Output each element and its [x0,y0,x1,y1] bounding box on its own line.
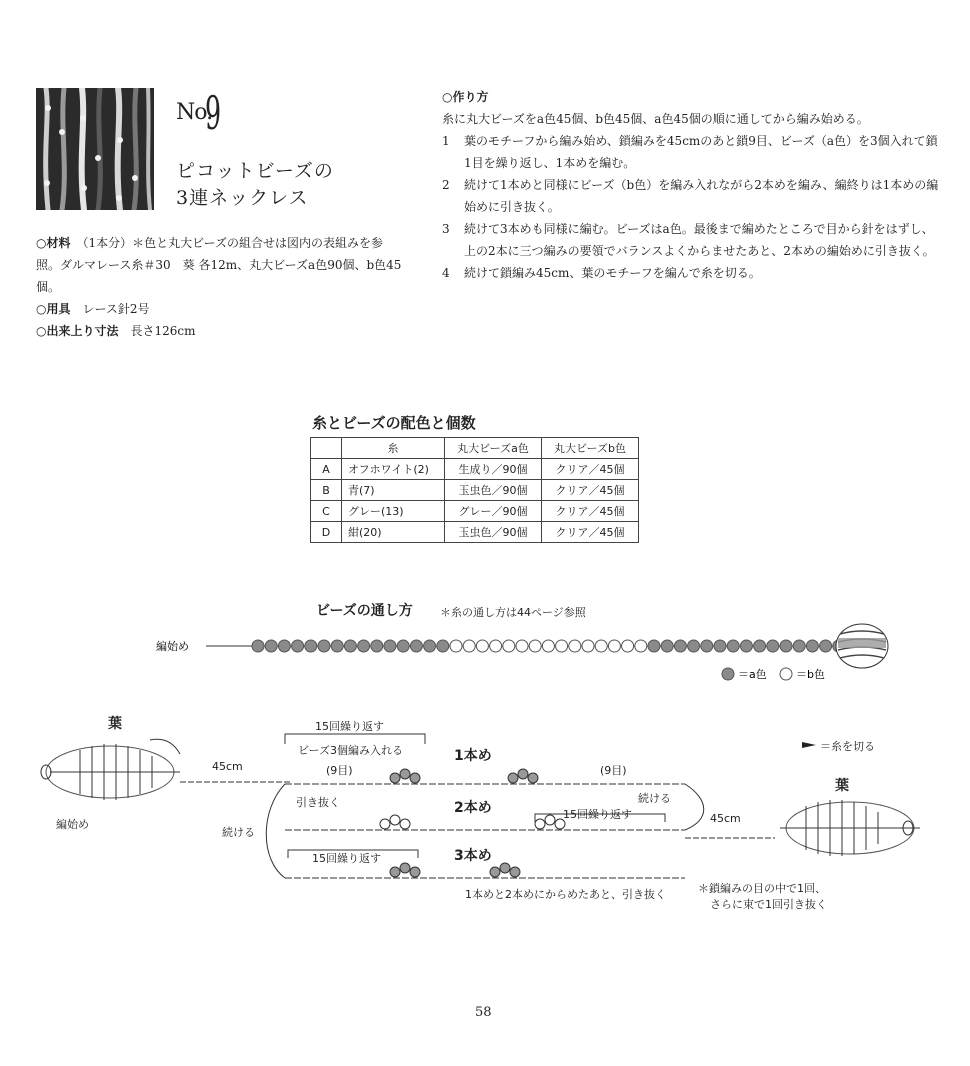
bead [384,640,396,652]
bead [476,640,488,652]
table-row [311,459,639,480]
legend-b-swatch [780,668,792,680]
step-text: 葉のモチーフから編み始め、鎖編みを45cmのあと鎖9目、ビーズ（a色）を3個入れて鎖1目を繰り返し、1本めを編む。 [464,134,938,170]
table-cell: 玉虫色／90個 [445,480,542,501]
table-header-cell: 丸大ビーズb色 [542,438,639,459]
bead [780,640,792,652]
table-header-row [311,438,639,459]
table-header-cell [311,438,342,459]
bead [793,640,805,652]
bead [292,640,304,652]
bead [661,640,673,652]
necklace-photo [36,88,154,210]
bead [318,640,330,652]
instruction-step [442,174,942,218]
materials-label: ○材料 [36,236,71,250]
length-right: 45cm [710,812,741,825]
size-label: ○出来上り寸法 [36,324,119,338]
chart-start-label: 編始め [56,818,89,831]
bead [397,640,409,652]
table-cell: D [311,522,342,543]
continue-left-label: 続ける [222,826,255,839]
bead [358,640,370,652]
bead [331,640,343,652]
number-label: No. [176,100,213,125]
beads-3-label: ビーズ3個編み入れる [298,744,404,757]
legend-b-label: ＝b色 [796,668,825,681]
bead [569,640,581,652]
bead [582,640,594,652]
bead [754,640,766,652]
bead [265,640,277,652]
table-cell: 青(7) [342,480,445,501]
table-cell: クリア／45個 [542,501,639,522]
instruction-step [442,130,942,174]
bead [252,640,264,652]
legend-a-label: ＝a色 [738,668,767,681]
table-cell: B [311,480,342,501]
nine-stitches-1: (9目) [326,764,353,777]
step-text: 続けて1本めと同様にビーズ（b色）を編み入れながら2本めを編み、編終りは1本めの編始めに引き抜く。 [464,178,939,214]
bead [595,640,607,652]
bead [714,640,726,652]
table-header-cell: 糸 [342,438,445,459]
bead-diagram-note: ＊糸の通し方は44ページ参照 [440,606,586,619]
table-row [311,480,639,501]
chain-note-2: さらに束で1回引き抜く [710,898,827,911]
bead [767,640,779,652]
row-3-label: 3本め [454,848,492,864]
bead [490,640,502,652]
table-cell: グレー(13) [342,501,445,522]
step-number: 2 [442,178,450,192]
cut-thread-icon [802,742,816,748]
instructions-intro: 糸に丸大ビーズをa色45個、b色45個、a色45個の順に通してから編み始める。 [442,112,869,126]
bead [556,640,568,652]
bead [674,640,686,652]
yarn-ball-icon [836,624,888,668]
bead [529,640,541,652]
leaf-label-right: 葉 [835,778,849,794]
step-number: 4 [442,266,450,280]
nine-stitches-2: (9目) [600,764,627,777]
bead-start-label: 編始め [156,640,189,653]
table-cell: 生成り／90個 [445,459,542,480]
bead [740,640,752,652]
necklace-photo-image [36,88,154,210]
bead [503,640,515,652]
continue-right-label: 続ける [638,792,671,805]
step-number: 3 [442,222,450,236]
chain-note-1: ＊鎖編みの目の中で1回、 [698,882,826,895]
page-number: 58 [475,1005,492,1020]
bead [410,640,422,652]
table-cell: クリア／45個 [542,522,639,543]
left-leaf-motif [41,739,180,800]
row-1-label: 1本め [454,748,492,764]
bead [701,640,713,652]
table-cell: オフホワイト(2) [342,459,445,480]
bead-diagram-title: ビーズの通し方 [316,603,413,619]
color-table [310,437,639,543]
table-cell: 玉虫色／90個 [445,522,542,543]
table-cell: A [311,459,342,480]
bead [463,640,475,652]
bead [344,640,356,652]
table-cell: グレー／90個 [445,501,542,522]
bead [437,640,449,652]
bead [688,640,700,652]
title-line-2: 3連ネックレス [176,187,309,209]
bead [820,640,832,652]
cut-legend-label: ＝糸を切る [820,740,875,753]
right-leaf-motif [780,800,920,856]
table-row [311,522,639,543]
bead [542,640,554,652]
bead [424,640,436,652]
step-number: 1 [442,134,450,148]
bead [806,640,818,652]
tools-label: ○用具 [36,302,71,316]
repeat-15-label: 15回繰り返す [315,720,384,733]
pull-through-label: 引き抜く [296,796,340,809]
bead [450,640,462,652]
title-line-1: ピコットビーズの [176,160,334,182]
size-text: 長さ126cm [130,324,196,338]
table-cell: クリア／45個 [542,459,639,480]
instructions-section [442,86,942,284]
table-cell: C [311,501,342,522]
step-text: 続けて鎖編み45cm、葉のモチーフを編んで糸を切る。 [464,266,761,280]
instruction-step [442,218,942,262]
repeat-15-row2: 15回繰り返す [563,808,632,821]
step-text: 続けて3本めも同様に編む。ビーズはa色。最後まで編めたところで目から針をはずし、上の2本に三つ編みの要領でバランスよくからませたあと、2本めの編始めに引き抜く。 [464,222,935,258]
row-2-label: 2本め [454,800,492,816]
bead [727,640,739,652]
table-cell: 紺(20) [342,522,445,543]
number-value: 9 [205,86,222,140]
page-title [176,158,334,212]
instruction-step [442,262,942,284]
tools-text: レース針2号 [82,302,150,316]
instructions-label: ○作り方 [442,90,489,104]
repeat-15-row3: 15回繰り返す [312,852,381,865]
bead [371,640,383,652]
table-row [311,501,639,522]
leaf-label-left: 葉 [108,716,122,732]
materials-text: （1本分）＊色と丸大ビーズの組合せは図内の表組みを参照。ダルマレース糸＃30 葵 各12m、丸大ビーズa色90個、b色45個。 [36,236,402,294]
bead [648,640,660,652]
color-table-title: 糸とビーズの配色と個数 [312,414,476,432]
bead [608,640,620,652]
bead [278,640,290,652]
crochet-chart [30,710,950,930]
bead [635,640,647,652]
row3-note: 1本めと2本めにからめたあと、引き抜く [465,888,666,901]
materials-section [36,232,406,342]
bead [305,640,317,652]
bead-row [252,640,845,652]
length-left: 45cm [212,760,243,773]
table-cell: クリア／45個 [542,480,639,501]
bead [516,640,528,652]
bead [622,640,634,652]
table-header-cell: 丸大ビーズa色 [445,438,542,459]
legend-a-swatch [722,668,734,680]
bead-threading-diagram [150,620,900,690]
